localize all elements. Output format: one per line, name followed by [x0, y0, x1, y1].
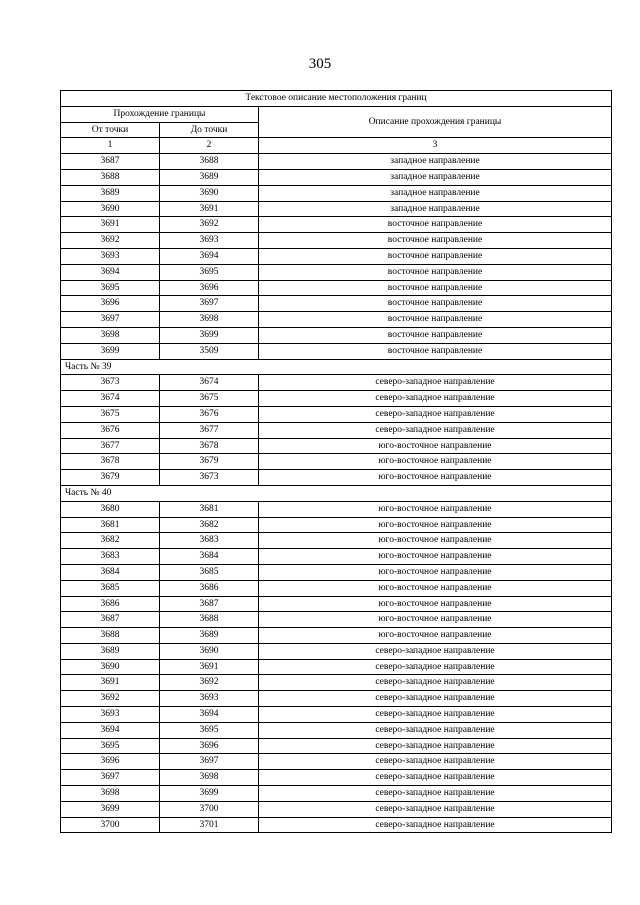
cell-description: западное направление: [259, 169, 612, 185]
cell-from-point: 3696: [61, 296, 160, 312]
cell-description: северо-западное направление: [259, 375, 612, 391]
cell-description: северо-западное направление: [259, 643, 612, 659]
table-row: [61, 754, 612, 770]
cell-to-point: 3690: [160, 185, 259, 201]
cell-to-point: 3693: [160, 233, 259, 249]
part-label: Часть № 39: [61, 359, 612, 375]
cell-to-point: 3696: [160, 280, 259, 296]
cell-from-point: 3677: [61, 438, 160, 454]
table-row: [61, 501, 612, 517]
cell-to-point: 3697: [160, 754, 259, 770]
cell-to-point: 3700: [160, 801, 259, 817]
cell-description: юго-восточное направление: [259, 470, 612, 486]
table-row: [61, 533, 612, 549]
cell-to-point: 3688: [160, 612, 259, 628]
table-row: [61, 280, 612, 296]
cell-from-point: 3688: [61, 169, 160, 185]
table-row: [61, 217, 612, 233]
table-row: [61, 422, 612, 438]
part-label: Часть № 40: [61, 485, 612, 501]
cell-description: восточное направление: [259, 233, 612, 249]
cell-from-point: 3699: [61, 801, 160, 817]
cell-from-point: 3690: [61, 659, 160, 675]
cell-to-point: 3690: [160, 643, 259, 659]
cell-to-point: 3684: [160, 549, 259, 565]
cell-to-point: 3676: [160, 406, 259, 422]
column-number-row: [61, 138, 612, 154]
cell-from-point: 3695: [61, 738, 160, 754]
table-row: [61, 770, 612, 786]
cell-to-point: 3698: [160, 770, 259, 786]
cell-from-point: 3691: [61, 217, 160, 233]
table-row: [61, 675, 612, 691]
page-number: 305: [308, 56, 332, 72]
cell-to-point: 3695: [160, 722, 259, 738]
cell-to-point: 3682: [160, 517, 259, 533]
cell-description: северо-западное направление: [259, 801, 612, 817]
cell-to-point: 3694: [160, 707, 259, 723]
cell-to-point: 3687: [160, 596, 259, 612]
cell-description: восточное направление: [259, 296, 612, 312]
cell-description: восточное направление: [259, 248, 612, 264]
cell-to-point: 3692: [160, 675, 259, 691]
cell-to-point: 3694: [160, 248, 259, 264]
table-row: [61, 375, 612, 391]
cell-description: северо-западное направление: [259, 722, 612, 738]
cell-from-point: 3690: [61, 201, 160, 217]
cell-from-point: 3693: [61, 707, 160, 723]
cell-to-point: 3689: [160, 169, 259, 185]
column-number: 3: [259, 138, 612, 154]
cell-from-point: 3697: [61, 312, 160, 328]
cell-from-point: 3683: [61, 549, 160, 565]
cell-description: северо-западное направление: [259, 707, 612, 723]
table-row: [61, 596, 612, 612]
table-row: [61, 185, 612, 201]
table-row: [61, 707, 612, 723]
cell-description: восточное направление: [259, 327, 612, 343]
table-row: [61, 201, 612, 217]
cell-from-point: 3697: [61, 770, 160, 786]
cell-from-point: 3682: [61, 533, 160, 549]
table-row: [61, 691, 612, 707]
cell-from-point: 3684: [61, 564, 160, 580]
table-row: [61, 612, 612, 628]
table-row: [61, 564, 612, 580]
cell-to-point: 3692: [160, 217, 259, 233]
cell-to-point: 3696: [160, 738, 259, 754]
cell-description: юго-восточное направление: [259, 438, 612, 454]
table-title-row: [61, 91, 612, 107]
table-row: [61, 454, 612, 470]
header-to: До точки: [160, 122, 259, 138]
cell-from-point: 3692: [61, 233, 160, 249]
part-header-row: [61, 359, 612, 375]
cell-to-point: 3677: [160, 422, 259, 438]
cell-description: северо-западное направление: [259, 817, 612, 833]
cell-description: северо-западное направление: [259, 770, 612, 786]
cell-description: восточное направление: [259, 217, 612, 233]
table-row: [61, 817, 612, 833]
table-row: [61, 549, 612, 565]
cell-from-point: 3676: [61, 422, 160, 438]
cell-from-point: 3675: [61, 406, 160, 422]
cell-description: северо-западное направление: [259, 738, 612, 754]
cell-to-point: 3673: [160, 470, 259, 486]
table-row: [61, 312, 612, 328]
cell-description: юго-восточное направление: [259, 596, 612, 612]
table-row: [61, 722, 612, 738]
table-row: [61, 786, 612, 802]
cell-to-point: 3675: [160, 391, 259, 407]
cell-from-point: 3688: [61, 628, 160, 644]
cell-description: западное направление: [259, 201, 612, 217]
cell-from-point: 3693: [61, 248, 160, 264]
cell-description: северо-западное направление: [259, 786, 612, 802]
cell-to-point: 3674: [160, 375, 259, 391]
cell-description: северо-западное направление: [259, 754, 612, 770]
cell-description: юго-восточное направление: [259, 549, 612, 565]
table-row: [61, 391, 612, 407]
table-row: [61, 169, 612, 185]
cell-from-point: 3696: [61, 754, 160, 770]
cell-to-point: 3697: [160, 296, 259, 312]
header-description: Описание прохождения границы: [259, 106, 612, 138]
cell-description: юго-восточное направление: [259, 517, 612, 533]
cell-from-point: 3692: [61, 691, 160, 707]
cell-description: западное направление: [259, 154, 612, 170]
cell-to-point: 3681: [160, 501, 259, 517]
cell-from-point: 3699: [61, 343, 160, 359]
cell-description: северо-западное направление: [259, 391, 612, 407]
cell-to-point: 3691: [160, 201, 259, 217]
cell-from-point: 3689: [61, 643, 160, 659]
cell-to-point: 3685: [160, 564, 259, 580]
cell-to-point: 3693: [160, 691, 259, 707]
table-row: [61, 738, 612, 754]
table-row: [61, 406, 612, 422]
cell-description: северо-западное направление: [259, 675, 612, 691]
cell-to-point: 3686: [160, 580, 259, 596]
cell-from-point: 3689: [61, 185, 160, 201]
cell-to-point: 3701: [160, 817, 259, 833]
cell-from-point: 3694: [61, 264, 160, 280]
cell-description: северо-западное направление: [259, 691, 612, 707]
cell-to-point: 3509: [160, 343, 259, 359]
cell-from-point: 3698: [61, 786, 160, 802]
cell-to-point: 3699: [160, 327, 259, 343]
cell-from-point: 3687: [61, 612, 160, 628]
column-number: 1: [61, 138, 160, 154]
cell-from-point: 3700: [61, 817, 160, 833]
cell-to-point: 3688: [160, 154, 259, 170]
table-row: [61, 801, 612, 817]
cell-from-point: 3674: [61, 391, 160, 407]
table-title: Текстовое описание местоположения границ: [61, 91, 612, 107]
table-row: [61, 154, 612, 170]
cell-description: северо-западное направление: [259, 406, 612, 422]
cell-to-point: 3678: [160, 438, 259, 454]
cell-to-point: 3679: [160, 454, 259, 470]
header-from: От точки: [61, 122, 160, 138]
cell-description: юго-восточное направление: [259, 533, 612, 549]
cell-description: восточное направление: [259, 343, 612, 359]
cell-from-point: 3686: [61, 596, 160, 612]
cell-from-point: 3681: [61, 517, 160, 533]
cell-description: западное направление: [259, 185, 612, 201]
cell-description: юго-восточное направление: [259, 628, 612, 644]
table-row: [61, 643, 612, 659]
table-row: [61, 327, 612, 343]
cell-description: восточное направление: [259, 264, 612, 280]
cell-from-point: 3685: [61, 580, 160, 596]
table-row: [61, 296, 612, 312]
table-row: [61, 438, 612, 454]
table-row: [61, 248, 612, 264]
cell-description: северо-западное направление: [259, 659, 612, 675]
cell-from-point: 3678: [61, 454, 160, 470]
cell-from-point: 3679: [61, 470, 160, 486]
cell-to-point: 3698: [160, 312, 259, 328]
cell-from-point: 3687: [61, 154, 160, 170]
table-row: [61, 628, 612, 644]
cell-description: юго-восточное направление: [259, 612, 612, 628]
cell-description: юго-восточное направление: [259, 501, 612, 517]
cell-from-point: 3673: [61, 375, 160, 391]
table-row: [61, 343, 612, 359]
cell-description: юго-восточное направление: [259, 454, 612, 470]
table-row: [61, 264, 612, 280]
boundary-table: [60, 90, 612, 833]
cell-description: восточное направление: [259, 280, 612, 296]
cell-from-point: 3698: [61, 327, 160, 343]
header-group: Прохождение границы: [61, 106, 259, 122]
cell-to-point: 3691: [160, 659, 259, 675]
cell-description: северо-западное направление: [259, 422, 612, 438]
cell-to-point: 3683: [160, 533, 259, 549]
table-row: [61, 517, 612, 533]
table-row: [61, 470, 612, 486]
cell-to-point: 3689: [160, 628, 259, 644]
cell-description: восточное направление: [259, 312, 612, 328]
table-row: [61, 233, 612, 249]
cell-description: юго-восточное направление: [259, 580, 612, 596]
part-header-row: [61, 485, 612, 501]
column-number: 2: [160, 138, 259, 154]
cell-from-point: 3695: [61, 280, 160, 296]
table-row: [61, 659, 612, 675]
cell-to-point: 3699: [160, 786, 259, 802]
header-row-1: [61, 106, 612, 122]
cell-from-point: 3680: [61, 501, 160, 517]
cell-from-point: 3694: [61, 722, 160, 738]
cell-from-point: 3691: [61, 675, 160, 691]
cell-description: юго-восточное направление: [259, 564, 612, 580]
cell-to-point: 3695: [160, 264, 259, 280]
table-row: [61, 580, 612, 596]
